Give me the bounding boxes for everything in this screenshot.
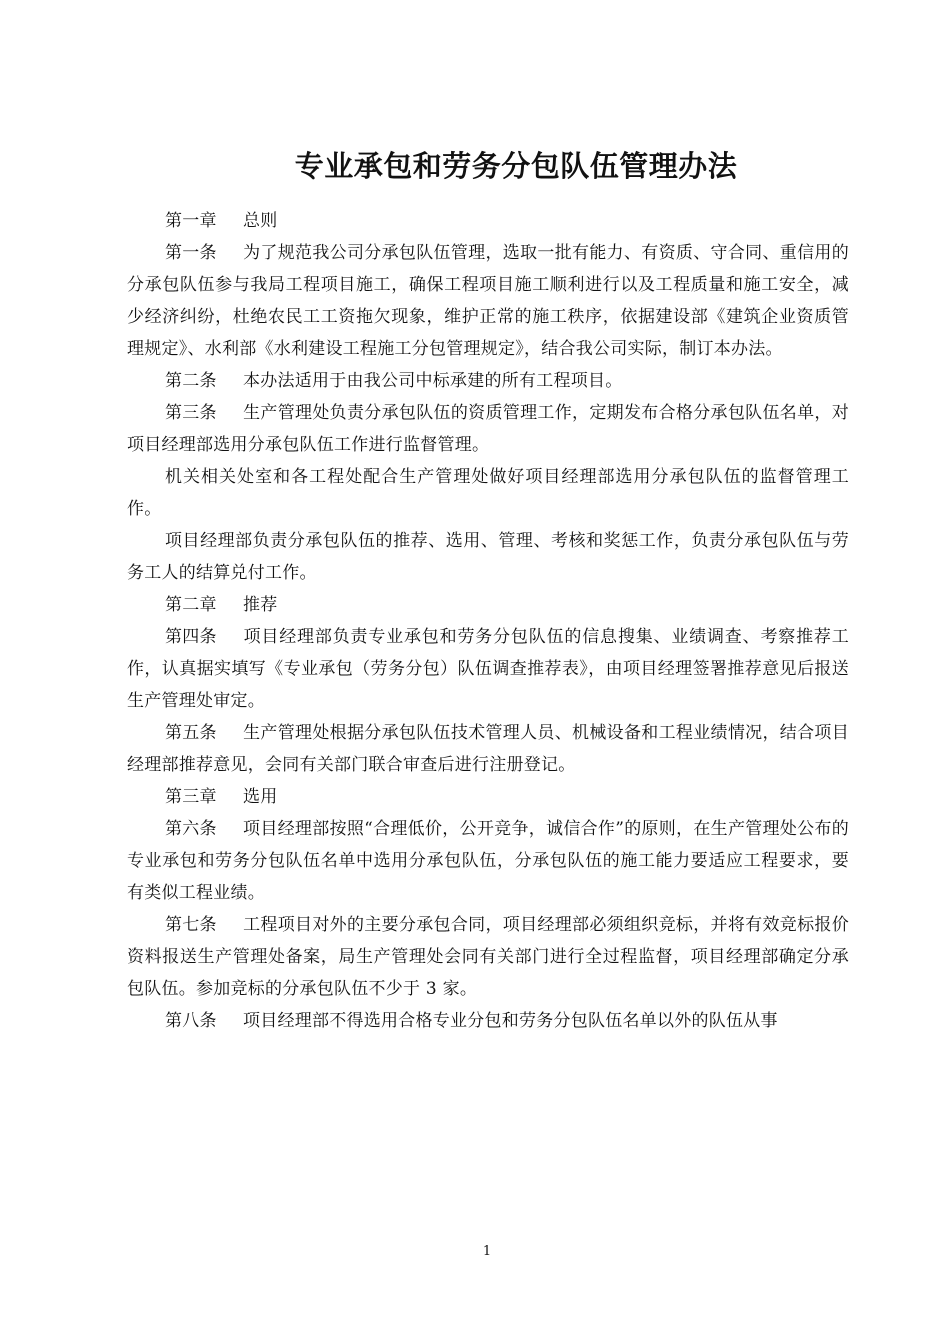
body-paragraph [127,461,849,525]
article-paragraph [127,621,849,717]
paragraph-text: 选用 [243,787,278,807]
article-paragraph [127,909,849,1005]
document-body [127,205,849,1037]
paragraph-text: 为了规范我公司分承包队伍管理，选取一批有能力、有资质、守合同、重信用的分承包队伍参与我局工程项目施工，确保工程项目施工顺利进行以及工程质量和施工安全，减少经济纠纷，杜绝农民工工资拖欠现象，维护正常的施工秩序，依据建设部《建筑企业资质管理规定》、水利部《水利建设工程施工分包管理规定》，结合我公司实际，制订本办法。 [127,243,849,359]
paragraph-head: 第七条 [165,915,217,935]
paragraph-head: 第一章 [165,211,217,231]
paragraph-text: 工程项目对外的主要分承包合同，项目经理部必须组织竞标，并将有效竞标报价资料报送生产管理处备案，局生产管理处会同有关部门进行全过程监督，项目经理部确定分承包队伍。参加竞标的分承包队伍不少于 3 家。 [127,915,849,999]
page-number: 1 [482,1244,492,1259]
paragraph-head: 第一条 [165,243,217,263]
chapter-heading [127,589,849,621]
article-paragraph [127,237,849,365]
paragraph-text: 总则 [243,211,278,231]
paragraph-head: 第三章 [165,787,217,807]
chapter-heading [127,205,849,237]
article-paragraph [127,397,849,461]
paragraph-head: 第六条 [165,819,217,839]
article-paragraph [127,813,849,909]
article-paragraph [127,365,849,397]
body-paragraph [127,525,849,589]
paragraph-text: 生产管理处根据分承包队伍技术管理人员、机械设备和工程业绩情况，结合项目经理部推荐意见，会同有关部门联合审查后进行注册登记。 [127,723,849,775]
paragraph-head: 第四条 [165,627,217,647]
paragraph-text: 项目经理部负责专业承包和劳务分包队伍的信息搜集、业绩调查、考察推荐工作，认真据实填写《专业承包（劳务分包）队伍调查推荐表》，由项目经理签署推荐意见后报送生产管理处审定。 [127,627,849,711]
paragraph-head: 第八条 [165,1011,217,1031]
article-paragraph [127,717,849,781]
paragraph-text: 项目经理部负责分承包队伍的推荐、选用、管理、考核和奖惩工作，负责分承包队伍与劳务工人的结算兑付工作。 [127,531,849,583]
paragraph-text: 项目经理部按照“合理低价，公开竞争，诚信合作”的原则，在生产管理处公布的专业承包和劳务分包队伍名单中选用分承包队伍，分承包队伍的施工能力要适应工程要求，要有类似工程业绩。 [127,819,849,903]
paragraph-text: 项目经理部不得选用合格专业分包和劳务分包队伍名单以外的队伍从事 [243,1011,778,1031]
paragraph-text: 本办法适用于由我公司中标承建的所有工程项目。 [243,371,623,391]
paragraph-text: 生产管理处负责分承包队伍的资质管理工作，定期发布合格分承包队伍名单，对项目经理部选用分承包队伍工作进行监督管理。 [127,403,849,455]
paragraph-text: 机关相关处室和各工程处配合生产管理处做好项目经理部选用分承包队伍的监督管理工作。 [127,467,849,519]
chapter-heading [127,781,849,813]
paragraph-head: 第二条 [165,371,217,391]
paragraph-text: 推荐 [243,595,278,615]
article-paragraph [127,1005,849,1037]
paragraph-head: 第五条 [165,723,217,743]
paragraph-head: 第二章 [165,595,217,615]
paragraph-head: 第三条 [165,403,217,423]
document-title: 专业承包和劳务分包队伍管理办法 [294,149,738,183]
